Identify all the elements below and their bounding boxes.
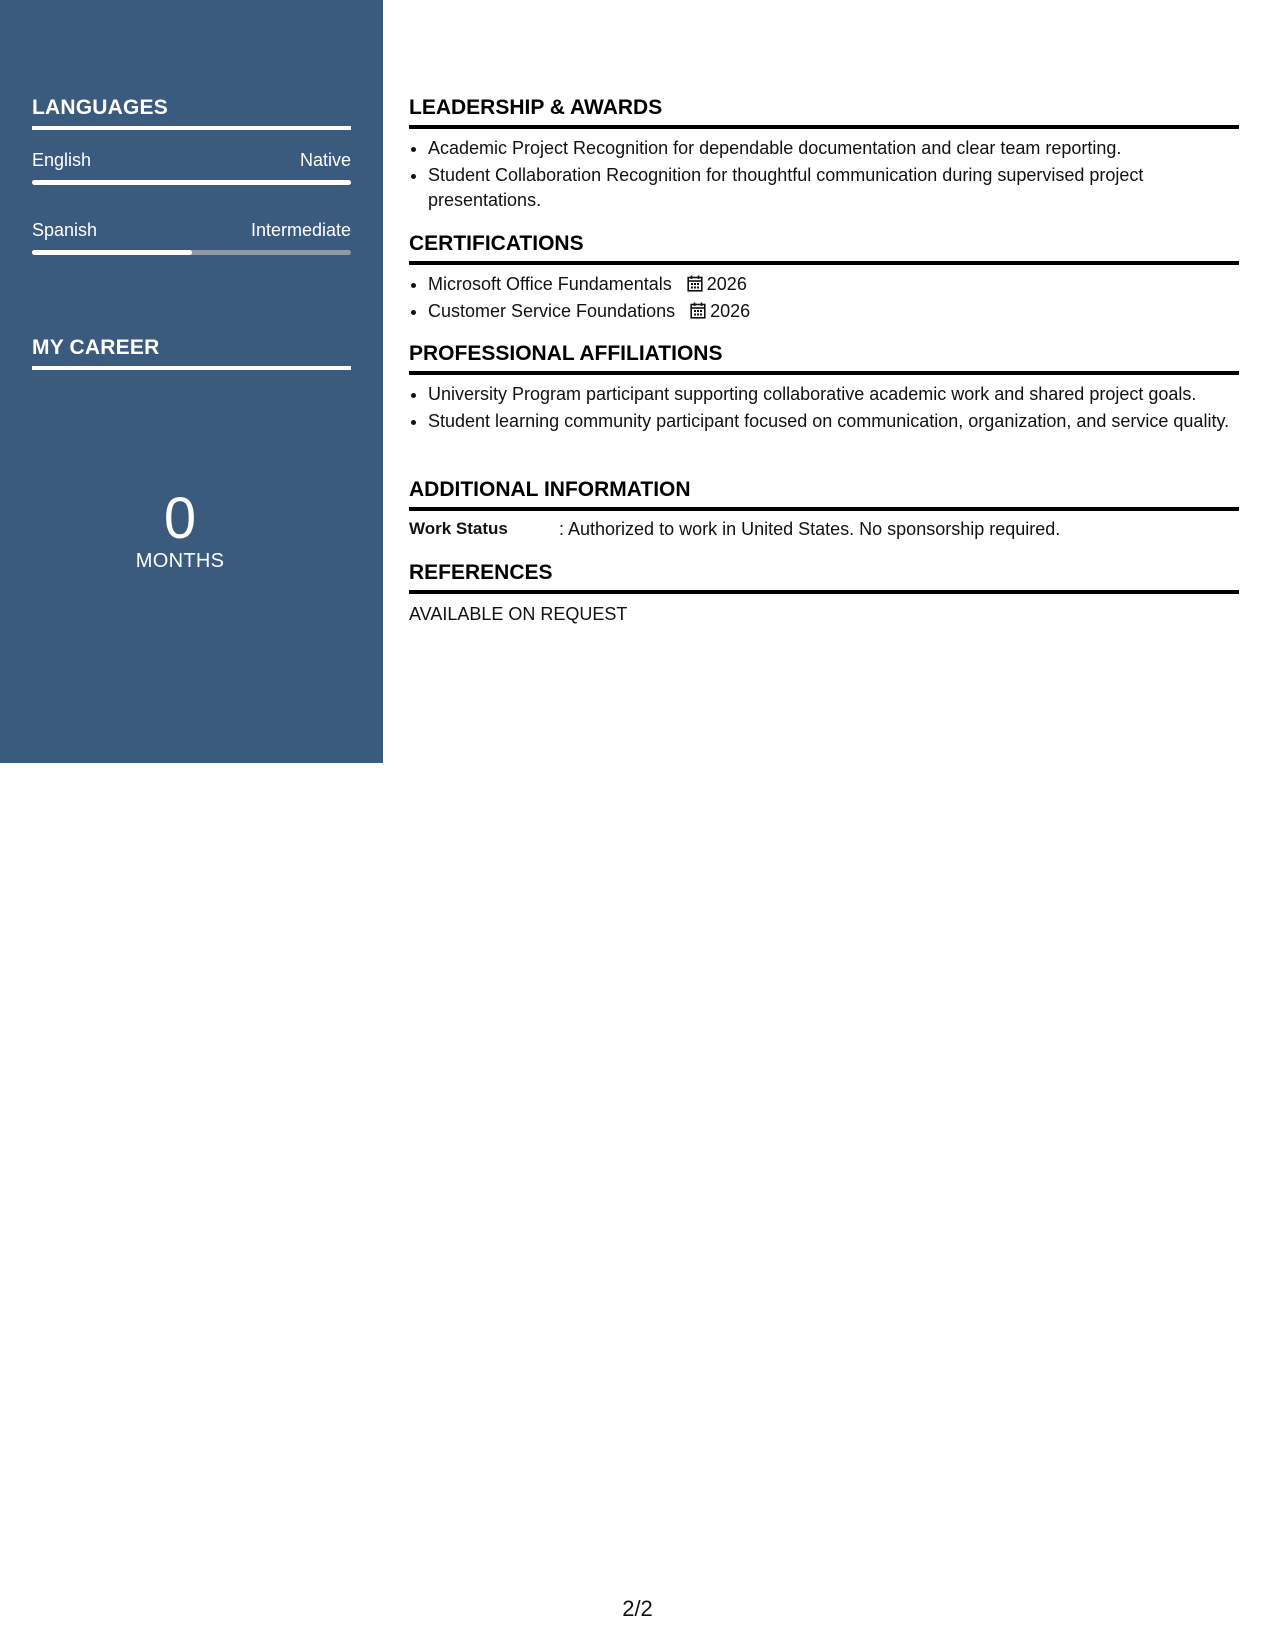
additional-info-heading: ADDITIONAL INFORMATION [409, 478, 1239, 511]
leadership-list [409, 136, 1239, 213]
list-item: • Student learning community participant focused on communication, organization, and service quality. [428, 409, 1239, 434]
language-proficiency-fill [32, 180, 351, 185]
language-name: Spanish [32, 220, 98, 240]
language-item [32, 220, 351, 255]
career-section [32, 336, 351, 370]
list-item [428, 272, 1239, 297]
certification-name: Customer Service Foundations [428, 301, 676, 321]
language-name: English [32, 150, 92, 170]
list-item: • University Program participant supporting collaborative academic work and shared project goals. [428, 382, 1239, 407]
work-status-label: Work Status [409, 519, 508, 538]
work-status-value: : Authorized to work in United States. No sponsorship required. [559, 519, 1061, 539]
languages-heading: LANGUAGES [32, 96, 351, 130]
page-number: 2/2 [622, 1596, 653, 1621]
language-item [32, 150, 351, 185]
affiliations-list [409, 382, 1239, 434]
work-status-row [409, 519, 1239, 540]
career-unit: MONTHS [135, 550, 225, 572]
leadership-section [409, 96, 1239, 215]
references-heading: REFERENCES [409, 561, 1239, 594]
language-proficiency-fill [32, 250, 192, 255]
language-proficiency-bar [32, 180, 351, 185]
calendar-icon [690, 302, 706, 319]
sidebar [0, 0, 383, 763]
language-level: Intermediate [250, 220, 351, 240]
certifications-list [409, 272, 1239, 324]
affiliations-heading: PROFESSIONAL AFFILIATIONS [409, 342, 1239, 375]
additional-info-section [409, 478, 1239, 540]
certification-name: Microsoft Office Fundamentals [428, 274, 672, 294]
references-text: AVAILABLE ON REQUEST [409, 604, 628, 624]
certifications-heading: CERTIFICATIONS [409, 232, 1239, 265]
certification-year: 2026 [710, 301, 751, 321]
career-heading: MY CAREER [32, 336, 351, 370]
language-level: Native [299, 150, 351, 170]
certification-year: 2026 [706, 274, 747, 294]
references-section [409, 561, 1239, 625]
career-count: 0 [163, 486, 197, 551]
list-item: • Student Collaboration Recognition for thoughtful communication during supervised project presentations. [428, 163, 1239, 213]
list-item [428, 299, 1239, 324]
list-item: • Academic Project Recognition for dependable documentation and clear team reporting. [428, 136, 1239, 161]
career-duration [0, 488, 360, 573]
language-proficiency-bar [32, 250, 351, 255]
calendar-icon [687, 275, 703, 292]
leadership-heading: LEADERSHIP & AWARDS [409, 96, 1239, 129]
languages-section [32, 96, 351, 255]
affiliations-section [409, 342, 1239, 436]
certifications-section [409, 232, 1239, 326]
